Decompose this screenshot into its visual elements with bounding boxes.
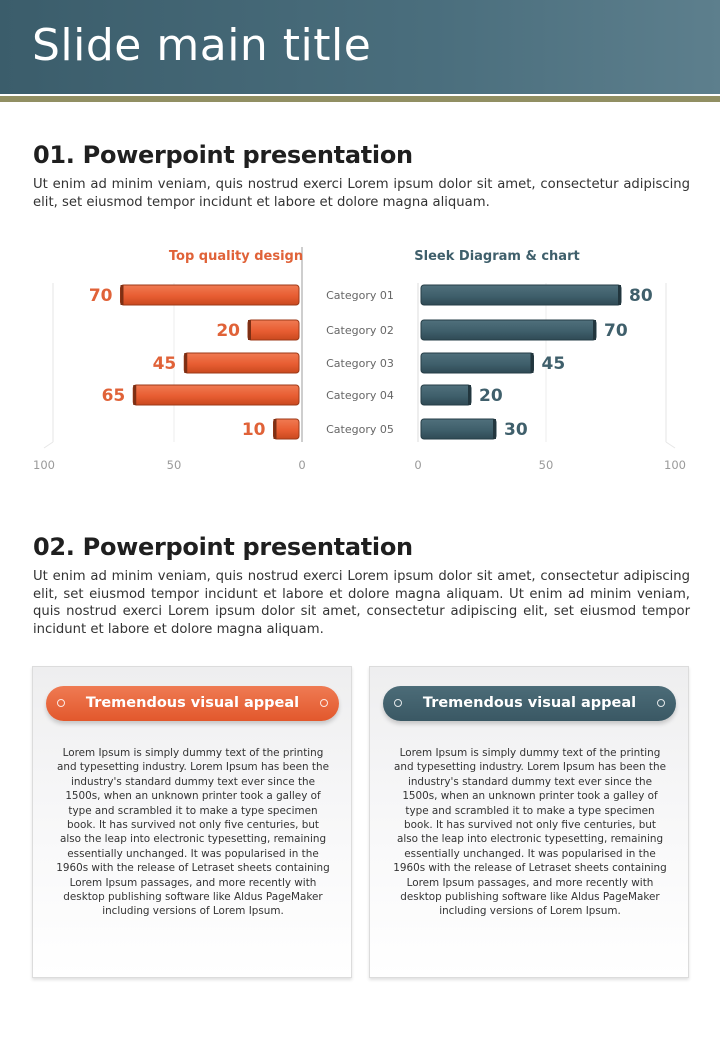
pill-dot-icon xyxy=(657,699,665,707)
right-chart-tick-label: 100 xyxy=(664,458,686,472)
card-left-text: Lorem Ipsum is simply dummy text of the printing and typesetting industry. Lorem Ipsum has been the industry's standard dummy text ever since the 1500s, when an unknown printer took a galley of type and scrambled it to make a type specimen book. It has survived not only five centuries, but also the leap into electronic typesetting, remaining essentially unchanged. It was popularised in the 1960s with the release of Letraset sheets containing Lorem Ipsum passages, and more recently with desktop publishing software like Aldus PageMaker including versions of Lorem Ipsum. xyxy=(56,747,330,918)
right-bar xyxy=(421,353,534,373)
card-right-text: Lorem Ipsum is simply dummy text of the printing and typesetting industry. Lorem Ipsum has been the industry's standard dummy text ever since the 1500s, when an unknown printer took a galley of type and scrambled it to make a type specimen book. It has survived not only five centuries, but also the leap into electronic typesetting, remaining essentially unchanged. It was popularised in the 1960s with the release of Letraset sheets containing Lorem Ipsum passages, and more recently with desktop publishing software like Aldus PageMaker including versions of Lorem Ipsum. xyxy=(393,747,667,918)
right-chart-tick-label: 0 xyxy=(414,458,422,472)
right-chart-tick-label: 50 xyxy=(538,458,554,472)
left-bar-value-label: 70 xyxy=(88,286,113,306)
category-label: Category 01 xyxy=(326,289,394,302)
right-bar xyxy=(421,320,596,340)
category-label: Category 04 xyxy=(326,389,394,402)
category-label: Category 05 xyxy=(326,423,394,436)
pill-dot-icon xyxy=(394,699,402,707)
section-2-title: 02. Powerpoint presentation xyxy=(33,533,413,561)
left-chart-tick-label: 0 xyxy=(298,458,306,472)
section-2-body: Ut enim ad minim veniam, quis nostrud exerci Lorem ipsum dolor sit amet, consectetur adipiscing elit, set eiusmod tempor incidunt et labore et dolore magna aliquam. Ut enim ad minim veniam, quis nostrud exerci Lorem ipsum dolor sit amet, consectetur adipiscing elit, set eiusmod tempor incidunt et labore et dolore magna aliquam. xyxy=(33,569,690,637)
left-chart-axis-left-foot xyxy=(44,442,53,448)
card-right-heading-pill xyxy=(383,686,676,721)
left-bar xyxy=(121,285,300,305)
right-bar-value-label: 45 xyxy=(541,354,566,374)
butterfly-bar-chart xyxy=(0,235,720,485)
right-bar-value-label: 30 xyxy=(504,420,528,440)
info-card-left xyxy=(32,666,352,978)
left-chart-title: Top quality design xyxy=(168,249,304,264)
right-bar-end xyxy=(618,285,621,305)
pill-dot-icon xyxy=(57,699,65,707)
left-bar-value-label: 65 xyxy=(101,386,126,406)
left-bar-end xyxy=(184,353,187,373)
section-1-body: Ut enim ad minim veniam, quis nostrud exerci Lorem ipsum dolor sit amet, consectetur adipiscing elit, set eiusmod tempor incidunt et labore et dolore magna aliquam. xyxy=(33,177,690,210)
header-banner xyxy=(0,0,720,94)
card-left-heading: Tremendous visual appeal xyxy=(85,695,300,711)
right-bar-end xyxy=(531,353,534,373)
slide-title: Slide main title xyxy=(32,20,372,71)
left-bar xyxy=(274,419,300,439)
left-bar-end xyxy=(274,419,277,439)
left-bar xyxy=(184,353,299,373)
left-bar-end xyxy=(133,385,136,405)
right-bar xyxy=(421,385,471,405)
card-right-heading: Tremendous visual appeal xyxy=(422,695,637,711)
right-bar xyxy=(421,419,496,439)
right-bar-value-label: 80 xyxy=(629,286,653,306)
right-bar-end xyxy=(593,320,596,340)
left-bar-end xyxy=(248,320,251,340)
right-chart-axis-right-foot xyxy=(666,442,675,448)
left-bar-value-label: 20 xyxy=(216,321,240,341)
pill-dot-icon xyxy=(320,699,328,707)
right-bar-value-label: 20 xyxy=(479,386,503,406)
left-bar-value-label: 10 xyxy=(241,420,266,440)
left-bar xyxy=(133,385,299,405)
left-bar-value-label: 45 xyxy=(152,354,177,374)
section-1-title: 01. Powerpoint presentation xyxy=(33,141,413,169)
left-bar xyxy=(248,320,299,340)
right-bar-end xyxy=(493,419,496,439)
right-bar-value-label: 70 xyxy=(604,321,628,341)
card-left-heading-pill xyxy=(46,686,339,721)
right-chart-title: Sleek Diagram & chart xyxy=(414,249,580,264)
category-label: Category 03 xyxy=(326,357,394,370)
left-bar-end xyxy=(121,285,124,305)
header-divider-olive xyxy=(0,96,720,102)
right-bar xyxy=(421,285,621,305)
info-card-right xyxy=(369,666,689,978)
left-chart-tick-label: 50 xyxy=(166,458,182,472)
left-chart-tick-label: 100 xyxy=(33,458,55,472)
category-label: Category 02 xyxy=(326,324,394,337)
right-bar-end xyxy=(468,385,471,405)
